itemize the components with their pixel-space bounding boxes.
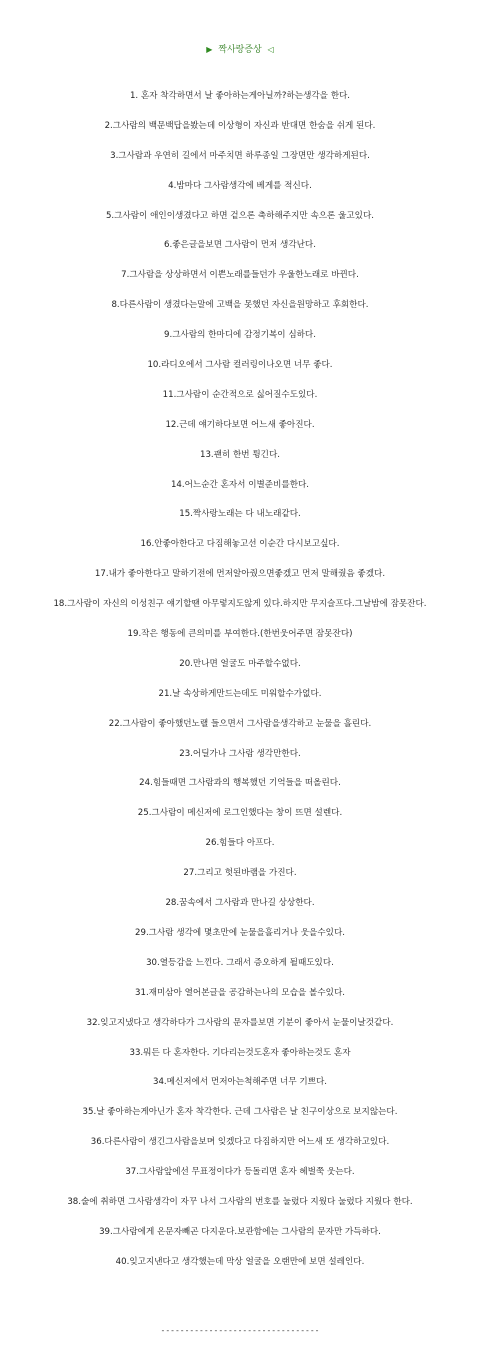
list-item: 1. 혼자 착각하면서 날 좋아하는게아닐까?하는생각을 한다.: [129, 91, 351, 101]
list-item: 15.짝사랑노래는 다 내노래같다.: [179, 509, 301, 520]
list-item: 19.작은 행동에 큰의미를 부여한다.(한번웃어주면 잠못잔다): [127, 629, 353, 640]
right-triangle-icon: ▶: [206, 45, 213, 54]
list-item: 29.그사람 생각에 몇초만에 눈물을흘리거나 웃을수있다.: [135, 927, 345, 938]
list-item: 13.괜히 한번 튕긴다.: [200, 449, 280, 460]
list-item: 35.날 좋아하는게아닌가 혼자 착각한다. 근데 그사람은 날 친구이상으로 보지않는다.: [82, 1107, 398, 1118]
list-item: 22.그사람이 좋아했던노랠 들으면서 그사람을생각하고 눈물을 흘린다.: [108, 718, 372, 729]
list-item: 5.그사람이 애인이생겼다고 하면 겉으론 축하해주지만 속으론 울고있다.: [105, 210, 375, 221]
list-item: 37.그사람앞에선 무표정이다가 등돌리면 혼자 헤벌쭉 웃는다.: [125, 1167, 355, 1178]
list-item: 23.어딜가나 그사람 생각만한다.: [179, 748, 301, 759]
symptom-list: [0, 90, 480, 1286]
list-item: 24.힘들때면 그사람과의 행복했던 기억들을 떠올린다.: [139, 778, 341, 789]
divider: ---------------------------------: [160, 1326, 320, 1335]
list-item: 6.좋은글을보면 그사람이 먼저 생각난다.: [164, 240, 316, 251]
list-item: 9.그사람의 한마디에 감정기복이 심하다.: [164, 330, 316, 341]
list-item: 16.안좋아한다고 다짐해놓고선 이순간 다시보고싶다.: [140, 539, 340, 550]
list-item: 27.그리고 헛된바램을 가진다.: [183, 868, 297, 879]
list-item: 12.근데 얘기하다보면 어느새 좋아진다.: [165, 419, 315, 430]
list-item: 33.뭐든 다 혼자한다. 기다리는것도혼자 좋아하는것도 혼자: [129, 1047, 351, 1058]
list-item: 36.다른사람이 생긴그사람을보며 잊겠다고 다짐하지만 어느새 또 생각하고있다.: [90, 1137, 390, 1148]
list-item: 10.라디오에서 그사람 컬러링이나오면 너무 좋다.: [147, 360, 333, 371]
list-item: 39.그사람에게 온문자빼곤 다지운다.보관함에는 그사람의 문자만 가득하다.: [99, 1226, 381, 1237]
list-item: 18.그사람이 자신의 이성친구 얘기할땐 아무렇지도않게 있다.하지만 무지슬프다.그날밤에 잠못잔다.: [53, 599, 427, 610]
list-item: 20.만나면 얼굴도 마주할수없다.: [179, 658, 301, 669]
list-item: 40.잊고지낸다고 생각했는데 막상 얼굴을 오랜만에 보면 설레인다.: [115, 1256, 365, 1267]
list-item: 14.어느순간 혼자서 이별준비를한다.: [170, 479, 310, 490]
list-item: 3.그사람과 우연히 길에서 마주치면 하루종일 그장면만 생각하게된다.: [110, 150, 370, 161]
list-item: 30.열등감을 느낀다. 그래서 증오하게 될때도있다.: [146, 957, 334, 968]
list-item: 32.잊고지냈다고 생각하다가 그사람의 문자를보면 기분이 좋아서 눈물이날것같다.: [86, 1017, 394, 1028]
list-item: 4.밤마다 그사람생각에 베게를 적신다.: [168, 180, 312, 191]
page-title: [0, 44, 480, 56]
title-text: 짝사랑증상: [218, 45, 262, 55]
list-item: 25.그사람이 메신저에 로그인했다는 창이 뜨면 설렌다.: [137, 808, 343, 819]
list-item: 17.내가 좋아한다고 말하기전에 먼저알아줬으면좋겠고 먼저 말해줬음 좋겠다.: [94, 569, 386, 580]
list-item: 2.그사람의 백문백답을봤는데 이상형이 자신과 반대면 한숨을 쉬게 된다.: [104, 120, 376, 131]
list-item: 21.날 속상하게만드는데도 미워할수가없다.: [158, 688, 322, 699]
list-item: 8.다른사람이 생겼다는말에 고백을 못했던 자신을원망하고 후회한다.: [111, 300, 369, 311]
list-item: 28.꿈속에서 그사람과 만나길 상상한다.: [165, 898, 315, 909]
list-item: 38.술에 취하면 그사람생각이 자꾸 나서 그사람의 번호를 눌렀다 지웠다 눌렀다 지웠다 한다.: [67, 1196, 413, 1207]
list-item: 26.힘들다 아프다.: [205, 838, 275, 849]
left-triangle-outline-icon: ◁: [267, 45, 274, 54]
list-item: 31.재미삼아 열어본글을 공감하는나의 모습을 볼수있다.: [135, 987, 345, 998]
list-item: 34.메신저에서 먼저아는척해주면 너무 기쁘다.: [152, 1077, 328, 1088]
list-item: 7.그사람을 상상하면서 이쁜노래를들던가 우울한노래로 바뀐다.: [121, 270, 359, 281]
list-item: 11.그사람이 순간적으로 싫어질수도있다.: [162, 389, 318, 400]
